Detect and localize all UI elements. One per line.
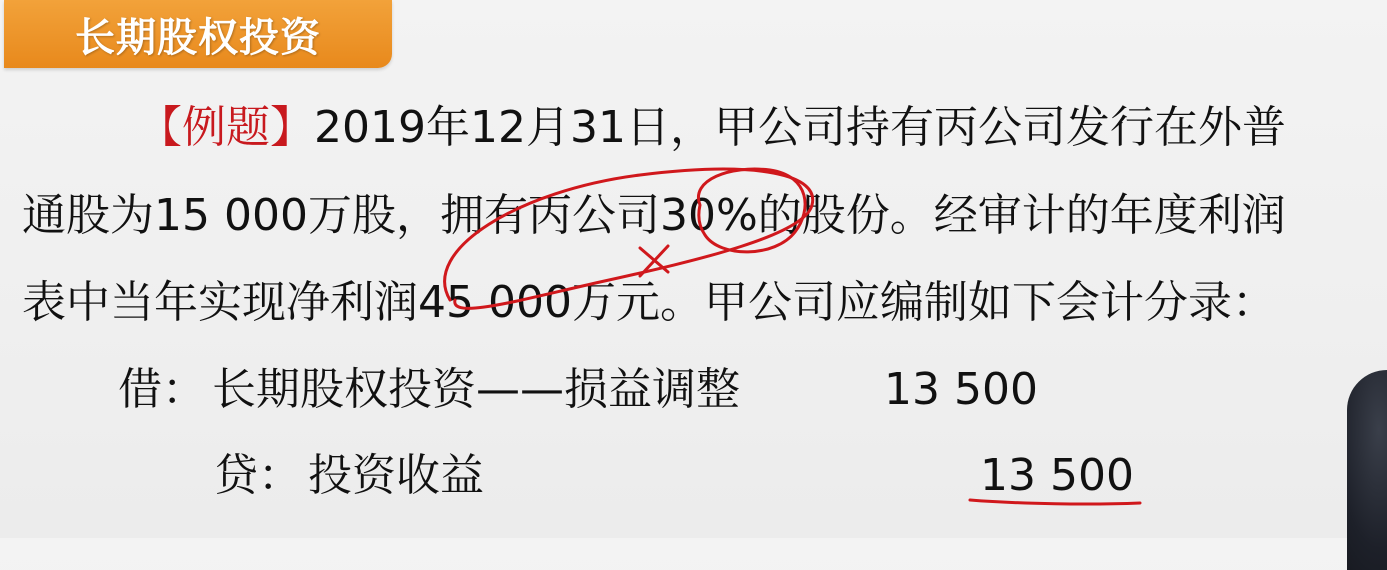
example-bracket-open: 【	[138, 102, 182, 153]
example-line-3	[22, 275, 1276, 331]
example-line-1	[138, 100, 1286, 156]
annotation-cross-2	[640, 246, 668, 276]
debit-label: 借：	[118, 364, 206, 415]
annotation-cross-1	[640, 248, 668, 272]
example-text-1: 2019年12月31日，甲公司持有丙公司发行在外普	[314, 102, 1286, 153]
credit-label: 贷：	[214, 450, 302, 501]
credit-account: 投资收益	[308, 450, 484, 501]
presenter-silhouette	[1347, 370, 1387, 570]
section-title-badge	[4, 0, 392, 68]
example-text-2: 通股为15 000万股，拥有丙公司30%的股份。经审计的年度利润	[22, 190, 1286, 241]
example-text-3: 表中当年实现净利润45 000万元。甲公司应编制如下会计分录：	[22, 277, 1276, 328]
example-bracket-close: 】	[270, 102, 314, 153]
credit-amount: 13 500	[980, 450, 1134, 501]
section-title: 长期股权投资	[75, 14, 321, 61]
example-line-2	[22, 188, 1286, 244]
example-label: 例题	[182, 102, 270, 153]
debit-account: 长期股权投资——损益调整	[212, 364, 740, 415]
debit-amount: 13 500	[884, 364, 1038, 415]
